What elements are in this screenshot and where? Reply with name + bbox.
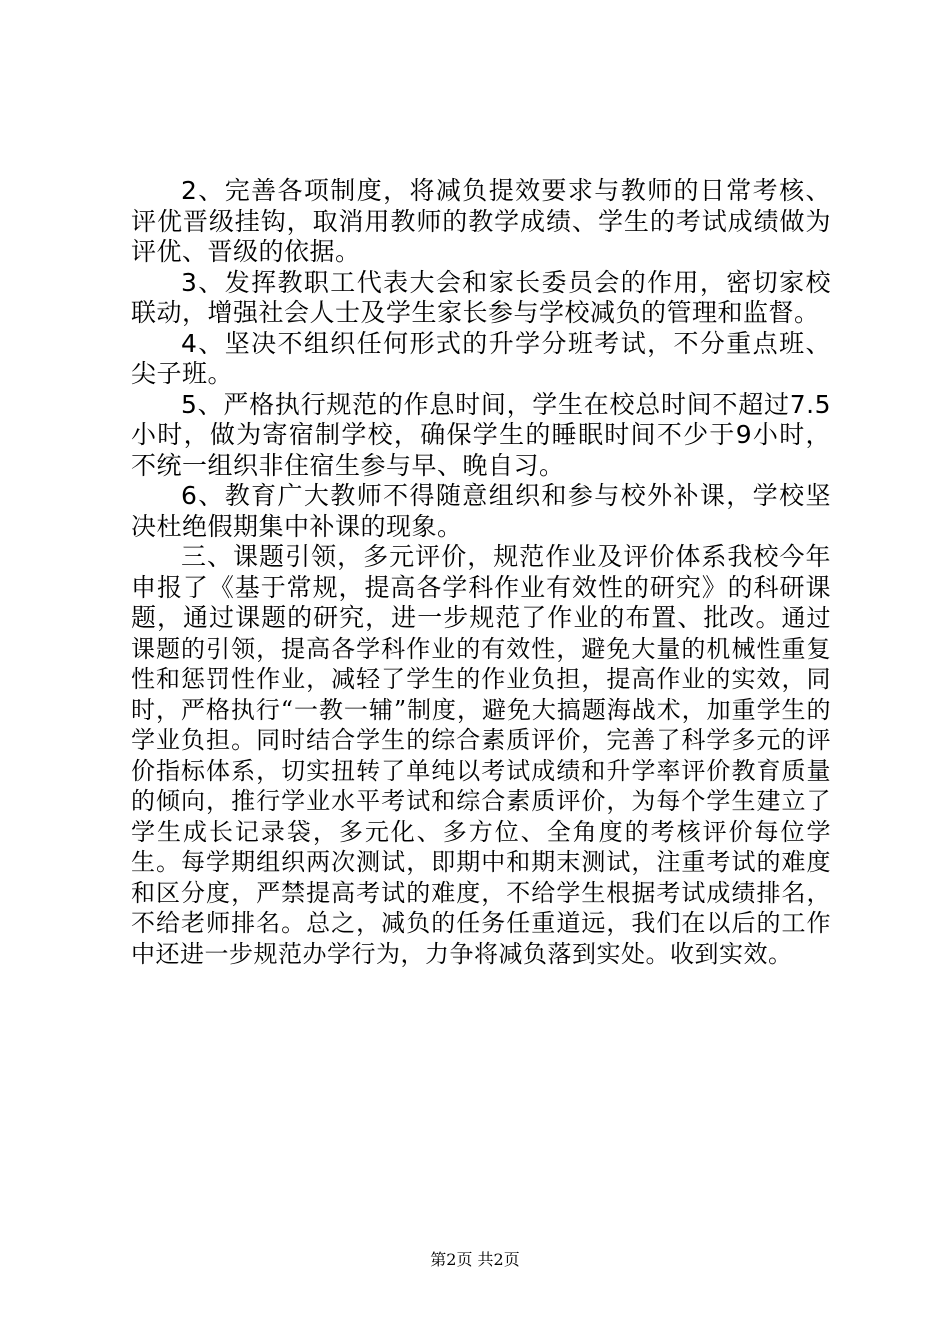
paragraph-item-5: 5、严格执行规范的作息时间，学生在校总时间不超过7.5小时，做为寄宿制学校，确保学生的睡眠时间不少于9小时，不统一组织非住宿生参与早、晚自习。 <box>131 389 831 480</box>
paragraph-item-6: 6、教育广大教师不得随意组织和参与校外补课，学校坚决杜绝假期集中补课的现象。 <box>131 481 831 541</box>
paragraph-section-three <box>131 542 831 969</box>
paragraph-item-2: 2、完善各项制度，将减负提效要求与教师的日常考核、评优晋级挂钩，取消用教师的教学成绩、学生的考试成绩做为评优、晋级的依据。 <box>131 176 831 266</box>
section-three-lead-text: 三、课题引领，多元评价，规范作业及评价体系我校今年申报了《基于常规，提高各学科作业有效性的研究》的科研课题，通过课题的研究，进一步规范了作业的布置、批改。 <box>131 542 831 632</box>
paragraph-item-3: 3、发挥教职工代表大会和家长委员会的作用，密切家校联动，增强社会人士及学生家长参与学校减负的管理和监督。 <box>131 267 831 327</box>
section-three-body-text: 通过课题的引领，提高各学科作业的有效性，避免大量的机械性重复性和惩罚性作业，减轻了学生的作业负担，提高作业的实效，同时，严格执行“一教一辅”制度，避免大搞题海战术，加重学生的学业负担。同时结合学生的综合素质评价，完善了科学多元的评价指标体系，切实扭转了单纯以考试成绩和升学率评价教育质量的倾向，推行学业水平考试和综合素质评价，为每个学生建立了学生成长记录袋，多元化、多方位、全角度的考核评价每位学生。每学期组织两次测试，即期中和期末测试，注重考试的难度和区分度，严禁提高考试的难度，不给学生根据考试成绩排名，不给老师排名。总之，减负的任务任重道远，我们在以后的工作中还进一步规范办学行为，力争将减负落到实处。收到实效。 <box>131 604 831 968</box>
document-body <box>131 176 831 969</box>
page-indicator: 第2页 共2页 <box>430 1250 520 1269</box>
paragraph-item-4: 4、坚决不组织任何形式的升学分班考试，不分重点班、尖子班。 <box>131 328 831 388</box>
page-footer <box>0 1247 950 1270</box>
